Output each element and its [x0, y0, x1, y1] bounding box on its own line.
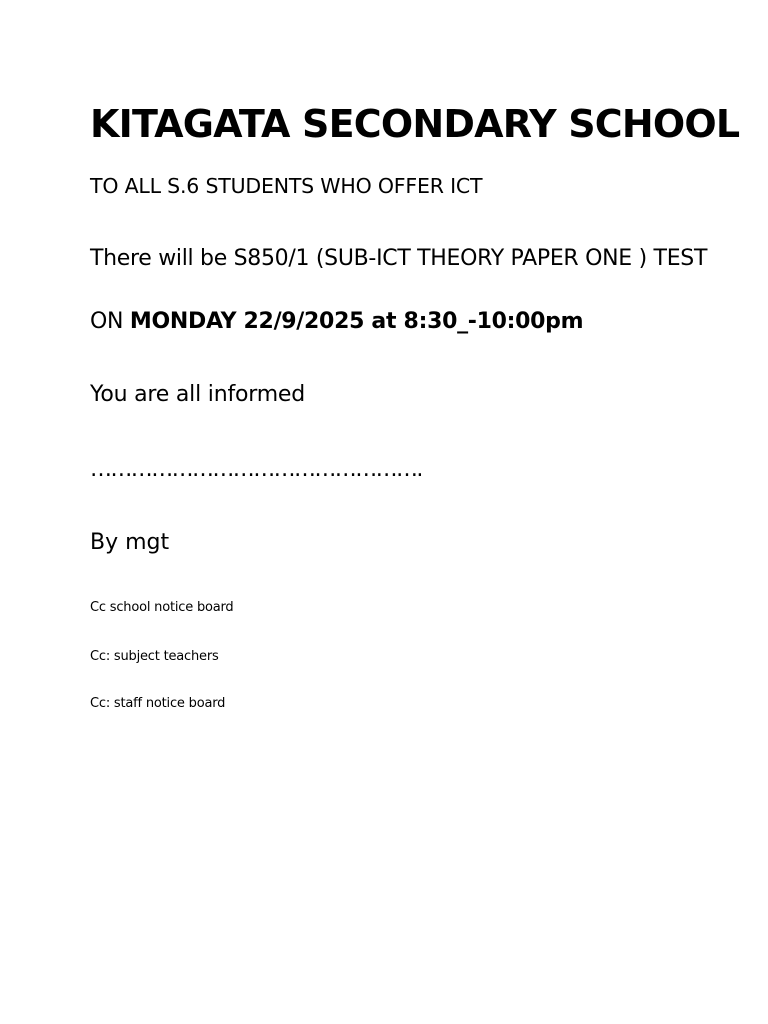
- signature-dotted-line: ………………………………………….: [90, 457, 422, 482]
- informed-line: You are all informed: [90, 382, 306, 407]
- test-date-line: [90, 307, 583, 337]
- test-date-time: MONDAY 22/9/2025 at 8:30_-10:00pm: [129, 309, 584, 334]
- recipients-line: TO ALL S.6 STUDENTS WHO OFFER ICT: [90, 174, 483, 198]
- test-announcement: There will be S850/1 (SUB-ICT THEORY PAPER ONE ) TEST: [90, 246, 708, 271]
- signed-by: By mgt: [90, 530, 170, 555]
- cc-line: Cc: subject teachers: [90, 649, 219, 664]
- school-title: KITAGATA SECONDARY SCHOOL: [90, 102, 740, 146]
- cc-line: Cc: staff notice board: [90, 696, 226, 711]
- date-prefix: ON: [90, 309, 130, 334]
- cc-line: Cc school notice board: [90, 600, 234, 615]
